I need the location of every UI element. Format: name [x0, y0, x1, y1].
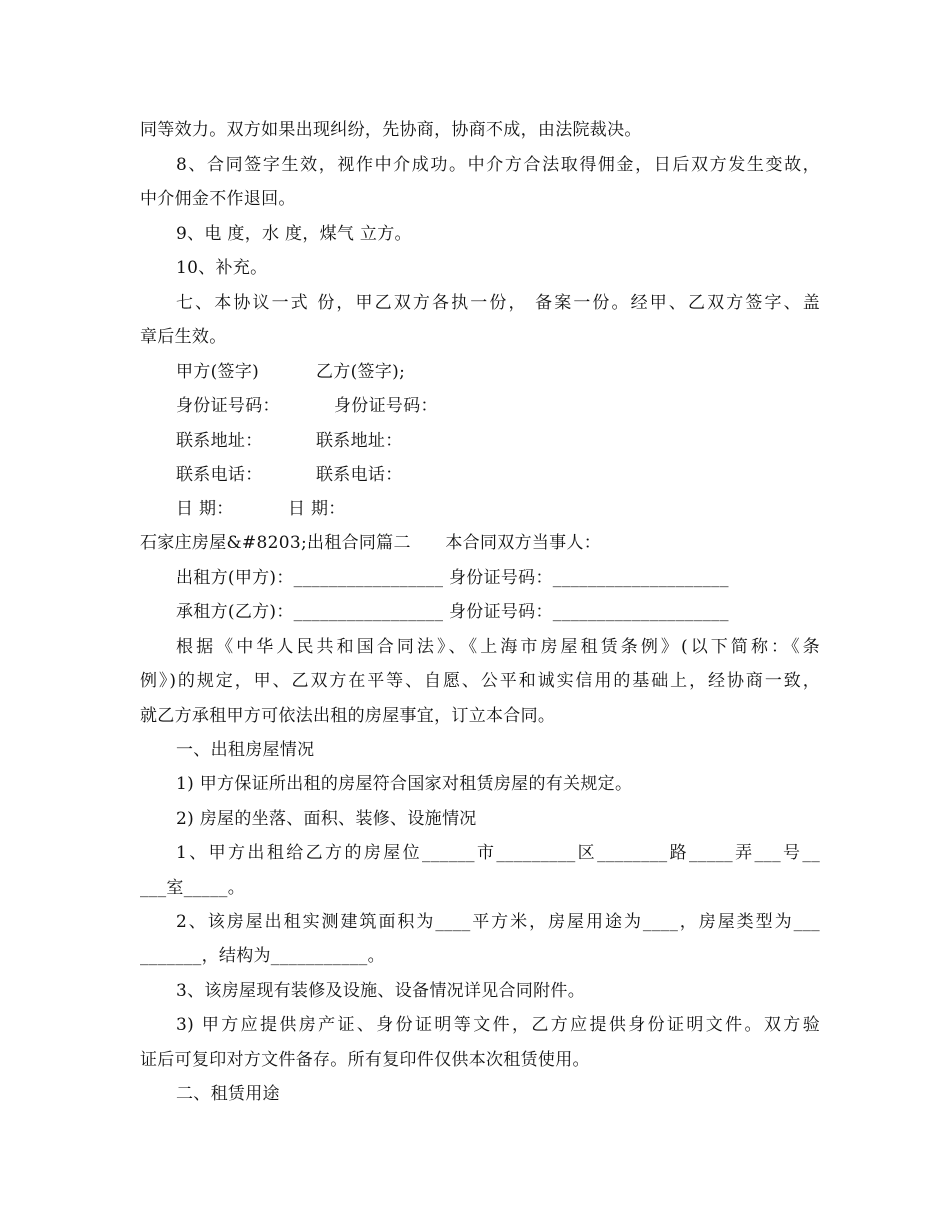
paragraph-line: 章后生效。 — [140, 327, 227, 347]
signature-row — [176, 360, 820, 384]
signature-row — [176, 429, 820, 453]
paragraph-line: 9、电 度，水 度，煤气 立方。 — [176, 224, 412, 244]
party-a-date-label: 日 期： — [176, 499, 234, 519]
party-a-phone-label: 联系电话： — [176, 465, 263, 485]
paragraph-line: 2) 房屋的坐落、面积、装修、设施情况 — [176, 809, 477, 829]
signature-row — [176, 394, 820, 418]
paragraph-line: 根据《中华人民共和国合同法》、《上海市房屋租赁条例》(以下简称：《条 — [176, 637, 820, 657]
paragraph-line: 中介佣金不作退回。 — [140, 189, 296, 209]
section-heading: 石家庄房屋&#8203;出租合同篇二 本合同双方当事人： — [140, 533, 602, 553]
paragraph-line: 七、本协议一式 份，甲乙双方各执一份， 备案一份。经甲、乙双方签字、盖 — [176, 293, 820, 313]
paragraph-line: 1、甲方出租给乙方的房屋位______市_________区________路_____弄___号__ — [176, 843, 820, 863]
signature-row — [176, 463, 820, 487]
paragraph-line: 一、出租房屋情况 — [176, 740, 315, 760]
paragraph-line: 2、该房屋出租实测建筑面积为____平方米，房屋用途为____，房屋类型为___ — [176, 912, 820, 932]
paragraph-line: ___室_____。 — [140, 878, 245, 898]
party-b-id-label: 身份证号码： — [334, 396, 438, 416]
paragraph-line: 8、合同签字生效，视作中介成功。中介方合法取得佣金，日后双方发生变故， — [176, 155, 820, 175]
party-b-label: 乙方(签字); — [316, 362, 406, 382]
paragraph-line: _______，结构为___________。 — [140, 946, 385, 966]
paragraph-line: 证后可复印对方文件备存。所有复印件仅供本次租赁使用。 — [140, 1050, 590, 1070]
paragraph-line: 1) 甲方保证所出租的房屋符合国家对租赁房屋的有关规定。 — [176, 774, 633, 794]
paragraph-line: 承租方(乙方)：_________________ 身份证号码：____________________ — [176, 602, 729, 622]
party-a-id-label: 身份证号码： — [176, 396, 280, 416]
section-heading: 二、租赁用途 — [176, 1084, 280, 1104]
signature-row — [176, 497, 820, 521]
party-b-phone-label: 联系电话： — [316, 465, 403, 485]
paragraph-line: 就乙方承租甲方可依法出租的房屋事宜，订立本合同。 — [140, 706, 556, 726]
paragraph-line: 同等效力。双方如果出现纠纷，先协商，协商不成，由法院裁决。 — [140, 120, 642, 140]
party-b-date-label: 日 期： — [288, 499, 346, 519]
paragraph-line: 出租方(甲方)：_________________ 身份证号码：____________________ — [176, 568, 729, 588]
paragraph-line: 10、补充。 — [176, 258, 268, 278]
party-a-address-label: 联系地址： — [176, 431, 263, 451]
paragraph-line: 3、该房屋现有装修及设施、设备情况详见合同附件。 — [176, 981, 586, 1001]
paragraph-line: 例》)的规定，甲、乙双方在平等、自愿、公平和诚实信用的基础上，经协商一致， — [140, 671, 820, 691]
party-a-label: 甲方(签字) — [176, 362, 260, 382]
party-b-address-label: 联系地址： — [316, 431, 403, 451]
paragraph-line: 3) 甲方应提供房产证、身份证明等文件，乙方应提供身份证明文件。双方验 — [176, 1015, 820, 1035]
